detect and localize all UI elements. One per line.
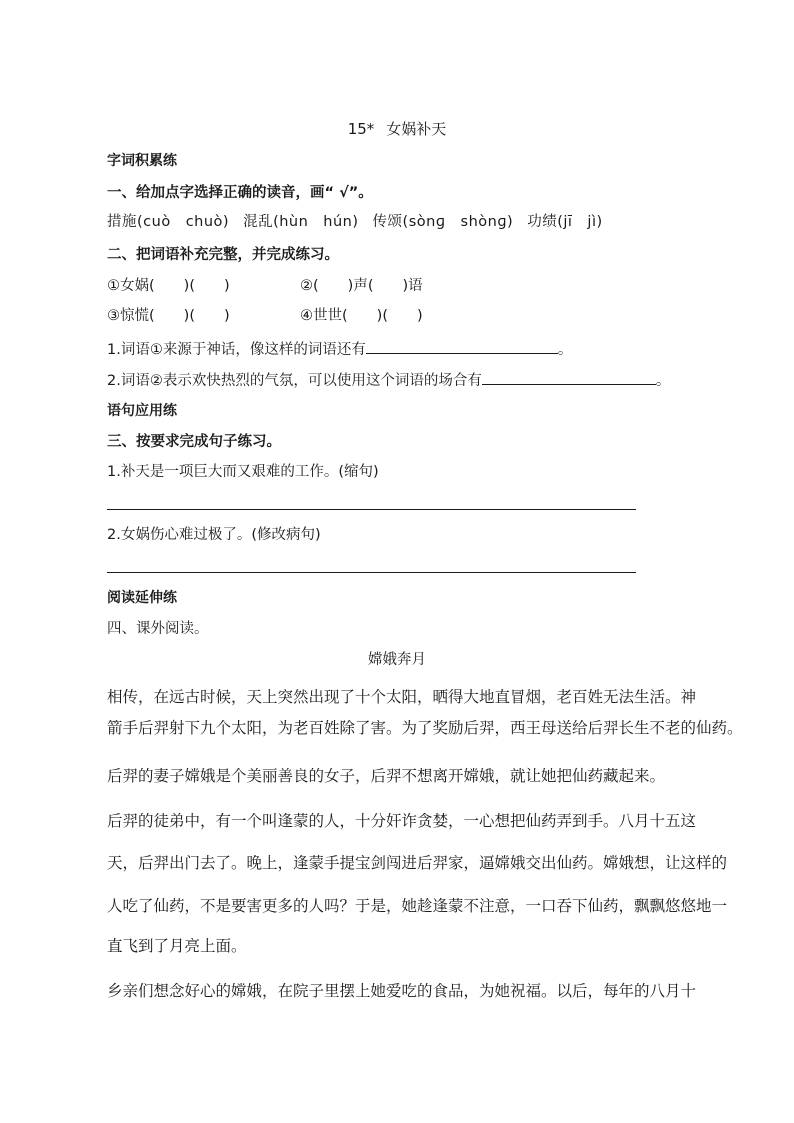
section-heading-vocab: 字词积累练 (107, 153, 177, 169)
q3-heading: 三、按要求完成句子练习。 (107, 434, 281, 450)
story-line: 相传，在远古时候，天上突然出现了十个太阳，晒得大地直冒烟，老百姓无法生活。神 (107, 688, 697, 706)
story-line: 后羿的妻子嫦娥是个美丽善良的女子，后羿不想离开嫦娥，就让她把仙药藏起来。 (107, 767, 666, 785)
lesson-title (0, 119, 794, 139)
story-line: 后羿的徒弟中，有一个叫逢蒙的人，十分奸诈贪婪，一心想把仙药弄到手。八月十五这 (107, 812, 697, 830)
q1-item-word: 措施 (107, 214, 137, 230)
q1-item-word: 功绩 (527, 214, 558, 230)
q2-sub-question-2 (107, 370, 670, 391)
story-line: 直飞到了月亮上面。 (107, 937, 247, 955)
q1-item-options[interactable]: (sònɡ shònɡ) (402, 214, 514, 230)
q3-sub2-answer-line[interactable] (107, 572, 636, 573)
section-heading-sentence: 语句应用练 (107, 403, 177, 419)
lesson-name: 女娲补天 (386, 120, 447, 138)
story-title: 嫦娥奔月 (368, 652, 426, 668)
q2-sub2-period: 。 (655, 373, 671, 389)
story-line: 人吃了仙药，不是要害更多的人吗？于是，她趁逢蒙不注意，一口吞下仙药，飘飘悠悠地一 (107, 897, 728, 915)
q2-row-2 (107, 306, 423, 326)
q2-sub1-period: 。 (557, 342, 573, 358)
q2-item-3[interactable]: ③惊慌( )( ) (107, 308, 230, 324)
q1-item-options[interactable]: (cuò chuò) (137, 214, 230, 230)
story-line: 箭手后羿射下九个太阳，为老百姓除了害。为了奖励后羿，西王母送给后羿长生不老的仙药。 (107, 719, 743, 737)
q3-sub1-answer-line[interactable] (107, 509, 636, 510)
lesson-number: 15* (347, 120, 375, 138)
q4-heading: 四、课外阅读。 (107, 621, 209, 637)
q1-item-word: 传颂 (372, 214, 403, 230)
story-line: 乡亲们想念好心的嫦娥，在院子里摆上她爱吃的食品，为她祝福。以后，每年的八月十 (107, 982, 697, 1000)
q3-sub-question-1: 1.补天是一项巨大而又艰难的工作。(缩句) (107, 464, 379, 480)
q1-item-options[interactable]: (hùn hún) (273, 214, 359, 230)
q2-sub1-answer-blank[interactable] (366, 339, 558, 354)
q2-sub1-text: 1.词语①来源于神话，像这样的词语还有 (107, 342, 366, 358)
q2-item-4[interactable]: ④世世( )( ) (300, 308, 423, 324)
q3-sub-question-2: 2.女娲伤心难过极了。(修改病句) (107, 527, 321, 543)
q2-sub-question-1 (107, 339, 572, 360)
q2-heading: 二、把词语补充完整，并完成练习。 (107, 247, 339, 263)
q2-item-2[interactable]: ②( )声( )语 (300, 278, 423, 294)
q2-sub2-text: 2.词语②表示欢快热烈的气氛，可以使用这个词语的场合有 (107, 373, 482, 389)
section-heading-reading: 阅读延伸练 (107, 590, 177, 606)
q2-item-1[interactable]: ①女娲( )( ) (107, 278, 230, 294)
q1-heading: 一、给加点字选择正确的读音，画“ √”。 (107, 185, 373, 201)
q1-item-word: 混乱 (243, 214, 274, 230)
q1-options-row (107, 212, 603, 232)
q2-row-1 (107, 276, 423, 296)
story-line: 天，后羿出门去了。晚上，逢蒙手提宝剑闯进后羿家，逼嫦娥交出仙药。嫦娥想，让这样的 (107, 854, 728, 872)
q1-item-options[interactable]: (jī jì) (557, 214, 603, 230)
q2-sub2-answer-blank[interactable] (482, 370, 656, 385)
